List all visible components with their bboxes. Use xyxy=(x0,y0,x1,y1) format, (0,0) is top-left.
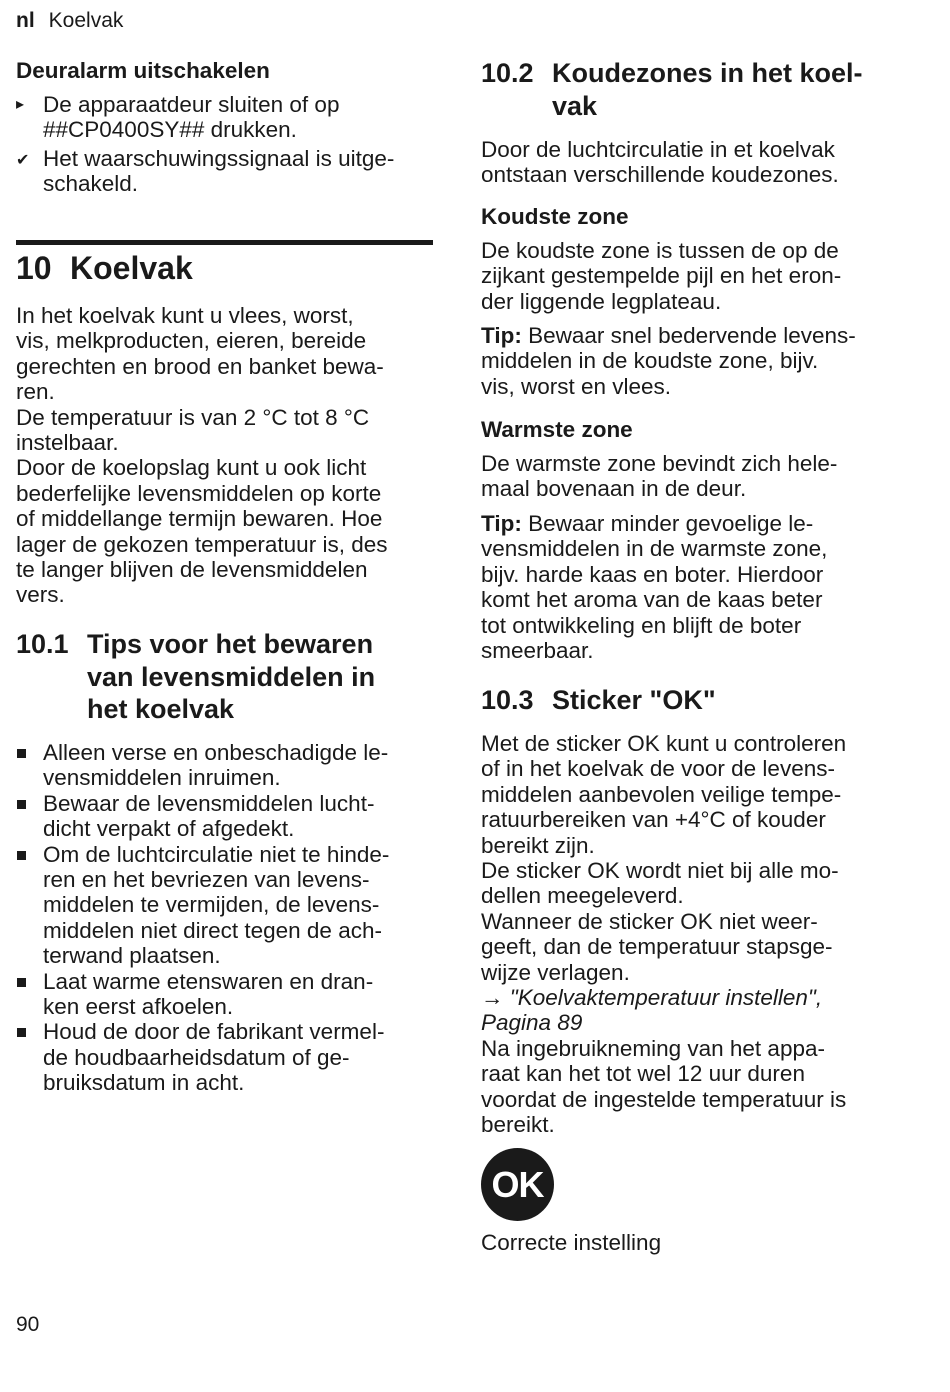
intro-line: lager de gekozen temperatuur is, des xyxy=(16,531,388,557)
ok-sticker-caption: Correcte instelling xyxy=(481,1230,662,1255)
tip-line: middelen in de koudste zone, bijv. xyxy=(481,348,819,374)
tip-line: smeerbaar. xyxy=(481,638,594,664)
square-bullet-icon xyxy=(17,1028,26,1037)
list-item-line: middelen niet direct tegen de ach- xyxy=(43,917,382,943)
section-number: 10.3 xyxy=(481,685,534,715)
list-item-line: ken eerst afkoelen. xyxy=(43,994,234,1020)
section-10-1-heading xyxy=(16,628,436,726)
intro-line: vers. xyxy=(16,582,65,608)
list-item-line: de houdbaarheidsdatum of ge- xyxy=(43,1044,350,1070)
list-item-line: Om de luchtcirculatie niet te hinde- xyxy=(43,841,390,867)
paragraph-line: geeft, dan de temperatuur stapsge- xyxy=(481,934,833,960)
tip-label: Tip: xyxy=(481,323,522,348)
intro-line: Door de koelopslag kunt u ook licht xyxy=(16,455,367,481)
list-item-line: dicht verpakt of afgedekt. xyxy=(43,816,295,842)
list-item-line: middelen te vermijden, de levens- xyxy=(43,892,380,918)
tip-line: vensmiddelen in de warmste zone, xyxy=(481,536,828,562)
door-alarm-step-line: De apparaatdeur sluiten of op xyxy=(43,92,340,117)
door-alarm-result-line: Het waarschuwingssignaal is uitge- xyxy=(43,146,395,171)
intro-line: gerechten en brood en banket bewa- xyxy=(16,353,384,379)
coldest-zone-tip xyxy=(481,323,911,399)
square-bullet-icon xyxy=(17,978,26,987)
list-item xyxy=(16,969,436,1020)
step-arrow-icon: ▸ xyxy=(16,96,25,113)
intro-line: instelbaar. xyxy=(16,430,119,456)
section-title-line: van levensmiddelen in xyxy=(87,661,376,692)
tip-line: vis, worst en vlees. xyxy=(481,373,672,399)
paragraph-line: der liggende legplateau. xyxy=(481,288,722,314)
list-item-line: terwand plaatsen. xyxy=(43,943,221,969)
tip-line: tot ontwikkeling en blijft de boter xyxy=(481,612,802,638)
paragraph-line: bereikt. xyxy=(481,1112,555,1138)
paragraph-line: Na ingebruikneming van het appa- xyxy=(481,1035,825,1061)
running-header xyxy=(16,9,123,33)
section-10-3-heading xyxy=(481,684,911,717)
paragraph-line: De sticker OK wordt niet bij alle mo- xyxy=(481,858,839,884)
door-alarm-step xyxy=(16,92,339,143)
tip-line: Bewaar minder gevoelige le- xyxy=(521,511,814,536)
coldest-zone-text xyxy=(481,238,911,314)
paragraph-line: middelen aanbevolen veilige tempe- xyxy=(481,781,842,807)
paragraph-line: dellen meegeleverd. xyxy=(481,883,684,909)
intro-line: De temperatuur is van 2 °C tot 8 °C xyxy=(16,404,370,430)
sticker-text xyxy=(481,731,911,1138)
paragraph-line: maal bovenaan in de deur. xyxy=(481,476,747,502)
tip-label: Tip: xyxy=(481,511,522,536)
section-number: 10.2 xyxy=(481,58,534,88)
paragraph-line: De koudste zone is tussen de op de xyxy=(481,238,839,263)
list-item xyxy=(16,791,436,842)
section-title: Sticker "OK" xyxy=(552,685,716,715)
door-alarm-result xyxy=(16,146,394,197)
list-item-line: vensmiddelen inruimen. xyxy=(43,765,281,791)
header-section: Koelvak xyxy=(48,9,124,32)
list-item-line: Bewaar de levensmiddelen lucht- xyxy=(43,790,375,816)
door-alarm-result-line: schakeld. xyxy=(43,171,139,197)
paragraph-line: bereikt zijn. xyxy=(481,832,595,858)
intro-line: bederfelijke levensmiddelen op korte xyxy=(16,480,382,506)
section-number: 10.1 xyxy=(16,629,69,659)
cross-reference-page[interactable]: Pagina 89 xyxy=(481,1010,583,1036)
cross-reference-link[interactable] xyxy=(481,985,911,1010)
tip-line: Bewaar snel bedervende levens- xyxy=(521,323,856,348)
section-title-line: Koudezones in het koel- xyxy=(552,58,863,88)
chapter-rule xyxy=(16,240,433,245)
chapter-intro xyxy=(16,303,436,608)
tip-line: bijv. harde kaas en boter. Hierdoor xyxy=(481,561,824,587)
list-item xyxy=(16,1019,436,1095)
language-code: nl xyxy=(16,9,35,32)
warmest-zone-title: Warmste zone xyxy=(481,417,633,442)
section-title-line: vak xyxy=(552,90,598,121)
intro-line: te langer blijven de levensmiddelen xyxy=(16,557,368,583)
list-item-line: bruiksdatum in acht. xyxy=(43,1070,245,1096)
checkmark-icon: ✔ xyxy=(16,152,30,169)
paragraph-line: of in het koelvak de voor de levens- xyxy=(481,756,835,782)
paragraph-line: ratuurbereiken van +4°C of kouder xyxy=(481,807,826,833)
cold-zones-intro xyxy=(481,137,911,188)
page-number: 90 xyxy=(16,1313,40,1336)
intro-line: In het koelvak kunt u vlees, worst, xyxy=(16,303,354,328)
coldest-zone-title: Koudste zone xyxy=(481,204,629,229)
cross-reference-text: "Koelvaktemperatuur instellen", xyxy=(503,985,823,1011)
paragraph-line: Met de sticker OK kunt u controleren xyxy=(481,731,847,756)
square-bullet-icon xyxy=(17,800,26,809)
ok-sticker-icon: OK xyxy=(481,1148,554,1221)
chapter-heading xyxy=(16,250,436,286)
warmest-zone-text xyxy=(481,451,911,502)
square-bullet-icon xyxy=(17,749,26,758)
warmest-zone-tip xyxy=(481,511,911,663)
list-item xyxy=(16,842,436,969)
door-alarm-title: Deuralarm uitschakelen xyxy=(16,58,270,83)
intro-line: ren. xyxy=(16,379,55,405)
paragraph-line: Wanneer de sticker OK niet weer- xyxy=(481,908,818,934)
tip-line: komt het aroma van de kaas beter xyxy=(481,587,823,613)
paragraph-line: Door de luchtcirculatie in et koelvak xyxy=(481,137,835,162)
square-bullet-icon xyxy=(17,851,26,860)
paragraph-line: raat kan het tot wel 12 uur duren xyxy=(481,1061,805,1087)
section-title-line: Tips voor het bewaren xyxy=(87,629,374,659)
list-item-line: Houd de door de fabrikant vermel- xyxy=(43,1019,385,1045)
paragraph-line: zijkant gestempelde pijl en het eron- xyxy=(481,263,842,289)
intro-line: vis, melkproducten, eieren, bereide xyxy=(16,328,367,354)
paragraph-line: De warmste zone bevindt zich hele- xyxy=(481,451,838,476)
section-10-2-heading xyxy=(481,57,911,122)
paragraph-line: voordat de ingestelde temperatuur is xyxy=(481,1086,847,1112)
list-item-line: ren en het bevriezen van levens- xyxy=(43,867,370,893)
paragraph-line: ontstaan verschillende koudezones. xyxy=(481,162,839,188)
door-alarm-step-line: ##CP0400SY## drukken. xyxy=(43,117,297,143)
paragraph-line: wijze verlagen. xyxy=(481,959,630,985)
list-item xyxy=(16,740,436,791)
chapter-number: 10 xyxy=(16,250,52,286)
list-item-line: Laat warme etenswaren en dran- xyxy=(43,968,374,994)
arrow-right-icon: → xyxy=(481,985,504,1011)
list-item-line: Alleen verse en onbeschadigde le- xyxy=(43,740,389,765)
intro-line: of middellange termijn bewaren. Hoe xyxy=(16,506,383,532)
storage-tips-list xyxy=(16,740,436,1096)
section-title-line: het koelvak xyxy=(87,694,235,724)
chapter-title: Koelvak xyxy=(70,250,193,286)
